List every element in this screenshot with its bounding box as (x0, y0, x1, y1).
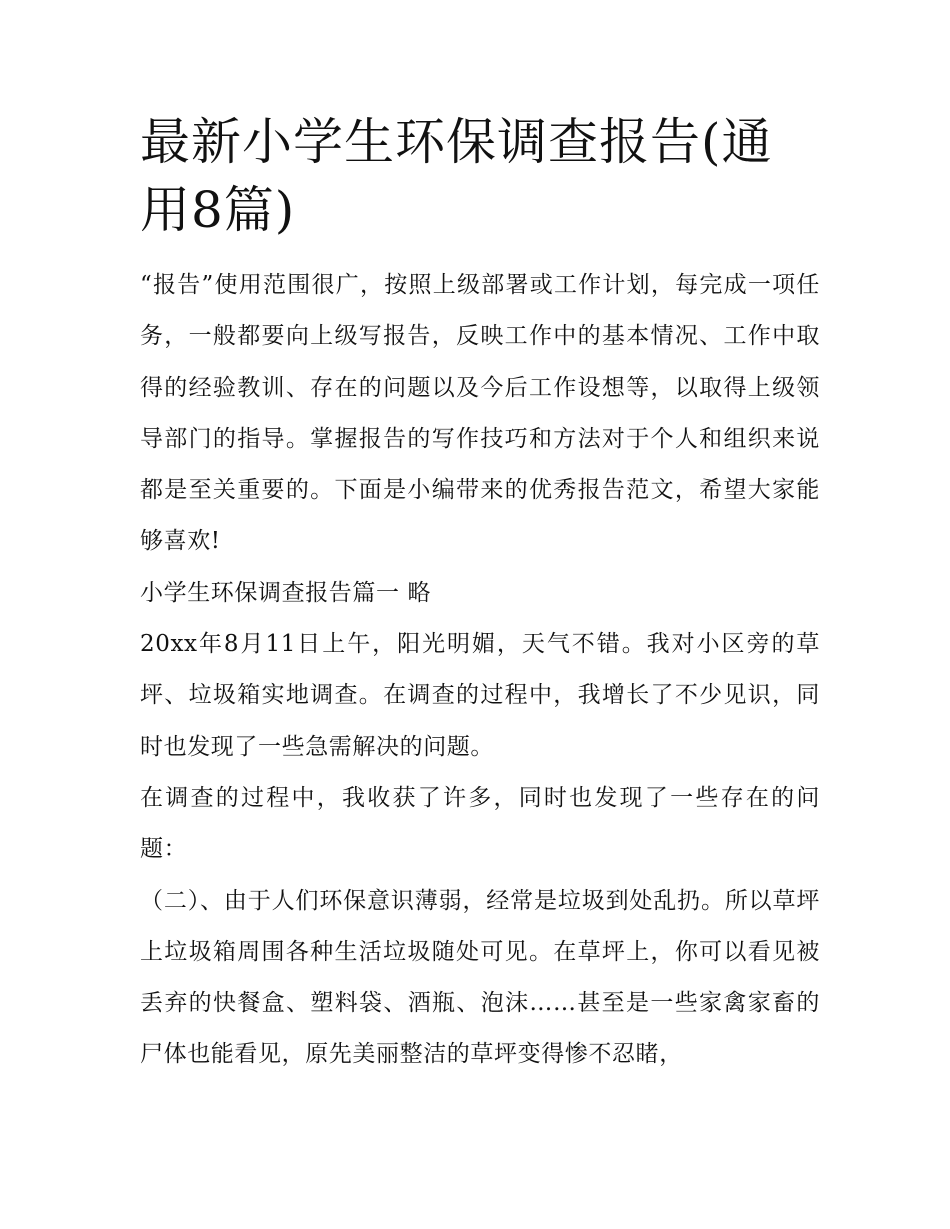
document-body (140, 260, 820, 1081)
document-title: 最新小学生环保调查报告(通用8篇) (140, 113, 773, 239)
body-paragraph: 在调查的过程中，我收获了许多，同时也发现了一些存在的问题： (140, 784, 820, 863)
body-paragraph: 20xx年8月11日上午，阳光明媚，天气不错。我对小区旁的草坪、垃圾箱实地调查。在调查的过程中，我增长了不少见识，同时也发现了一些急需解决的问题。 (140, 631, 820, 760)
body-paragraph: （二）、由于人们环保意识薄弱，经常是垃圾到处乱扔。所以草坪上垃圾箱周围各种生活垃圾随处可见。在草坪上，你可以看见被丢弃的快餐盒、塑料袋、酒瓶、泡沫……甚至是一些家禽家畜的尸体也能看见，原先美丽整洁的草坪变得惨不忍睹， (140, 887, 820, 1068)
intro-paragraph: “报告”使用范围很广，按照上级部署或工作计划，每完成一项任务，一般都要向上级写报告，反映工作中的基本情况、工作中取得的经验教训、存在的问题以及今后工作设想等，以取得上级领导部门的指导。掌握报告的写作技巧和方法对于个人和组织来说都是至关重要的。下面是小编带来的优秀报告范文，希望大家能够喜欢! (140, 272, 820, 555)
document-page (140, 108, 820, 1081)
section-heading: 小学生环保调查报告篇一 略 (140, 579, 432, 606)
